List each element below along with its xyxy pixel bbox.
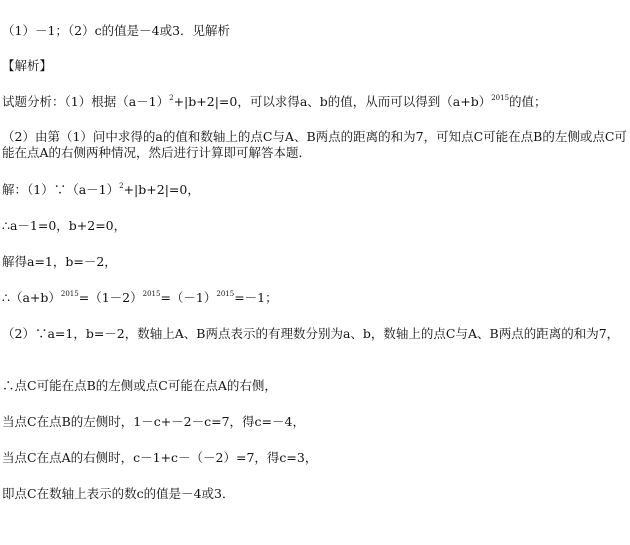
step4-part-b: =（1－2） (78, 290, 143, 305)
exponent: 2 (169, 94, 174, 102)
step4-part-d: =－1； (234, 290, 278, 305)
solution-step-5: （2）∵a=1，b=－2，数轴上A、B两点表示的有理数分别为a、b，数轴上的点C与A、B两点的距离的和为7， (2, 326, 620, 341)
exponent: 2015 (216, 290, 235, 298)
solution-step-9: 即点C在数轴上表示的数c的值是－4或3． (2, 486, 235, 501)
exponent: 2015 (142, 290, 161, 298)
solution-step-6: ∴点C可能在点B的左侧或点C可能在点A的右侧， (2, 378, 277, 393)
step1-suffix: +|b+2|=0， (123, 182, 200, 197)
solution-step-7: 当点C在点B的左侧时，1－c+－2－c=7，得c=－4， (2, 414, 305, 429)
solution-step-2: ∴a－1=0，b+2=0， (2, 218, 127, 233)
step4-part-c: =（－1） (160, 290, 217, 305)
solution-step-8: 当点C在点A的右侧时，c－1+c－（－2）=7，得c=3， (2, 450, 318, 465)
analysis-part1 (2, 94, 547, 110)
solution-step-3: 解得a=1，b=－2， (2, 254, 117, 269)
solution-step-1 (2, 182, 200, 198)
exponent: 2015 (60, 290, 79, 298)
analysis-heading: 【解析】 (2, 58, 53, 73)
analysis-part1-prefix: 试题分析：（1）根据（a－1） (2, 94, 170, 109)
exponent: 2015 (491, 94, 510, 102)
exponent: 2 (119, 182, 124, 190)
analysis-part2: （2）由第（1）问中求得的a的值和数轴上的点C与A、B两点的距离的和为7，可知点C可能在点B的左侧或点C可能在点A的右侧两种情况，然后进行计算即可解答本题． (2, 129, 627, 160)
analysis-part1-suffix: 的值； (509, 94, 547, 109)
solution-step-4 (2, 290, 278, 306)
answer-line: （1）－1；（2）c的值是－4或3．见解析 (2, 23, 231, 38)
step1-prefix: 解：（1）∵（a－1） (2, 182, 120, 197)
analysis-part1-mid: +|b+2|=0，可以求得a、b的值，从而可以得到（a+b） (173, 94, 492, 109)
step4-part-a: ∴（a+b） (2, 290, 61, 305)
